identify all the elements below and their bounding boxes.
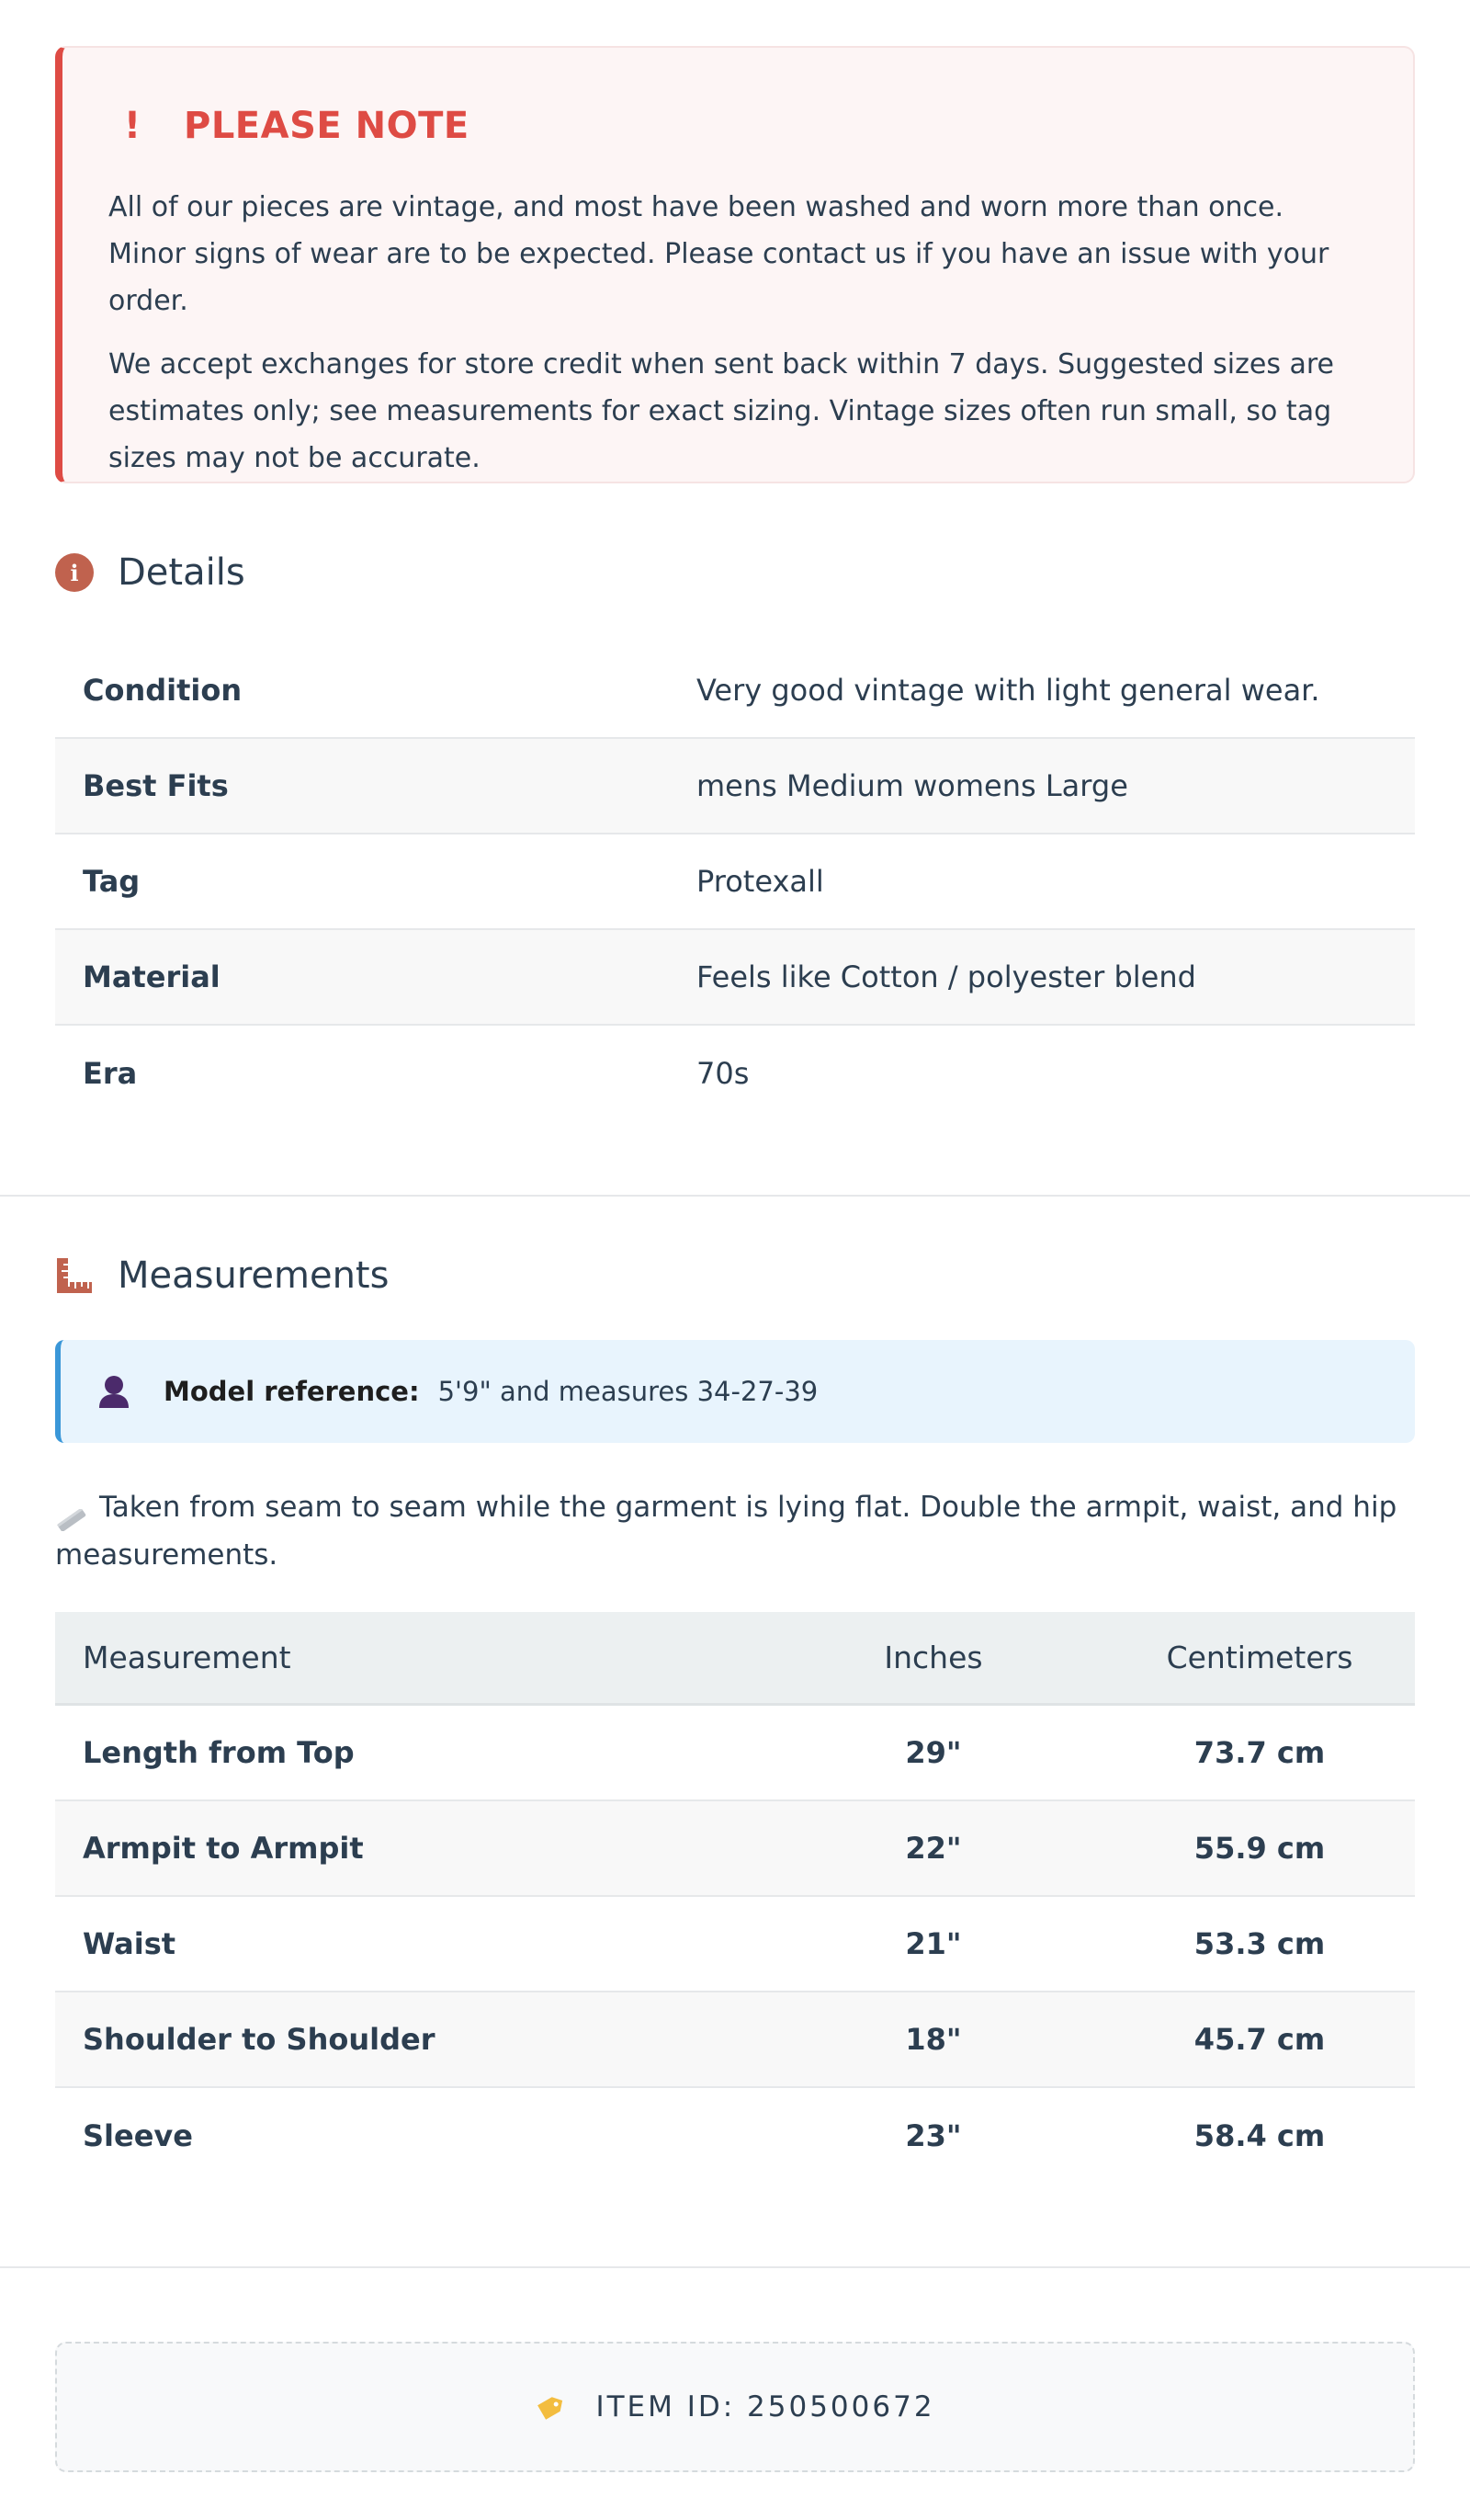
person-icon <box>97 1373 130 1410</box>
section-divider <box>0 1195 1470 1197</box>
section-divider <box>0 2266 1470 2268</box>
ruler-small-icon <box>55 1498 88 1520</box>
measurement-note-text: Taken from seam to seam while the garment is lying flat. Double the armpit, waist, and hip measurements. <box>55 1491 1397 1572</box>
item-id-box <box>55 2342 1415 2472</box>
details-label: Condition <box>83 673 243 708</box>
measurements-table <box>55 1612 1415 2184</box>
table-row <box>55 1706 1415 1801</box>
measurement-cm: 73.7 cm <box>1193 1735 1326 1770</box>
table-row <box>55 1801 1415 1897</box>
measurements-title: Measurements <box>118 1254 390 1297</box>
details-row <box>55 930 1415 1026</box>
details-title: Details <box>118 551 245 594</box>
notice-title: PLEASE NOTE <box>184 105 469 147</box>
notice-header <box>108 105 1367 147</box>
details-value: Feels like Cotton / polyester blend <box>696 959 1196 994</box>
notice-paragraph: All of our pieces are vintage, and most have been washed and worn more than once. Minor signs of wear are to be expected. Please contact us if you have an issue with your order. <box>108 191 1329 317</box>
measurement-name: Length from Top <box>83 1735 355 1770</box>
measurement-inches: 18" <box>905 2022 962 2057</box>
measurement-note <box>55 1483 1415 1579</box>
table-row <box>55 2088 1415 2184</box>
measurement-cm: 53.3 cm <box>1193 1926 1326 1961</box>
details-value: 70s <box>696 1056 750 1091</box>
column-header: Inches <box>884 1640 983 1675</box>
measurement-name: Shoulder to Shoulder <box>83 2022 435 2057</box>
model-reference-value: 5'9" and measures 34-27-39 <box>437 1376 819 1407</box>
table-row <box>55 1992 1415 2088</box>
column-header: Centimeters <box>1166 1640 1353 1675</box>
details-value: Protexall <box>696 864 824 899</box>
measurement-inches: 23" <box>905 2118 962 2153</box>
details-row <box>55 739 1415 834</box>
measurement-inches: 29" <box>905 1735 962 1770</box>
details-label: Tag <box>83 864 141 899</box>
table-header-row <box>55 1612 1415 1706</box>
notice-box <box>55 46 1415 483</box>
model-reference-box <box>55 1340 1415 1443</box>
measurement-name: Waist <box>83 1926 176 1961</box>
details-value: mens Medium womens Large <box>696 768 1128 803</box>
ruler-icon <box>55 1256 94 1295</box>
measurement-cm: 45.7 cm <box>1193 2022 1326 2057</box>
table-row <box>55 1897 1415 1992</box>
item-id-text: ITEM ID: 250500672 <box>595 2390 935 2424</box>
measurement-cm: 55.9 cm <box>1193 1831 1326 1866</box>
measurement-name: Armpit to Armpit <box>83 1831 364 1866</box>
measurement-cm: 58.4 cm <box>1193 2118 1326 2153</box>
details-heading <box>55 545 1415 600</box>
details-label: Era <box>83 1056 138 1091</box>
exclamation-icon: ! <box>123 105 141 147</box>
measurement-name: Sleeve <box>83 2118 193 2153</box>
details-label: Best Fits <box>83 768 229 803</box>
details-table <box>55 643 1415 1121</box>
column-header: Measurement <box>83 1640 291 1675</box>
details-row <box>55 1026 1415 1121</box>
details-value: Very good vintage with light general wear. <box>696 673 1320 708</box>
details-row <box>55 834 1415 930</box>
measurement-inches: 21" <box>905 1926 962 1961</box>
model-reference-label: Model reference: <box>164 1376 420 1407</box>
tag-icon <box>535 2393 568 2421</box>
measurement-inches: 22" <box>905 1831 962 1866</box>
measurements-heading <box>55 1248 1415 1303</box>
info-icon: i <box>55 553 94 592</box>
details-label: Material <box>83 959 220 994</box>
details-row <box>55 643 1415 739</box>
notice-paragraph: We accept exchanges for store credit when sent back within 7 days. Suggested sizes are estimates only; see measurements for exact sizing. Vintage sizes often run small, so tag sizes may not be accurate. <box>108 348 1335 474</box>
